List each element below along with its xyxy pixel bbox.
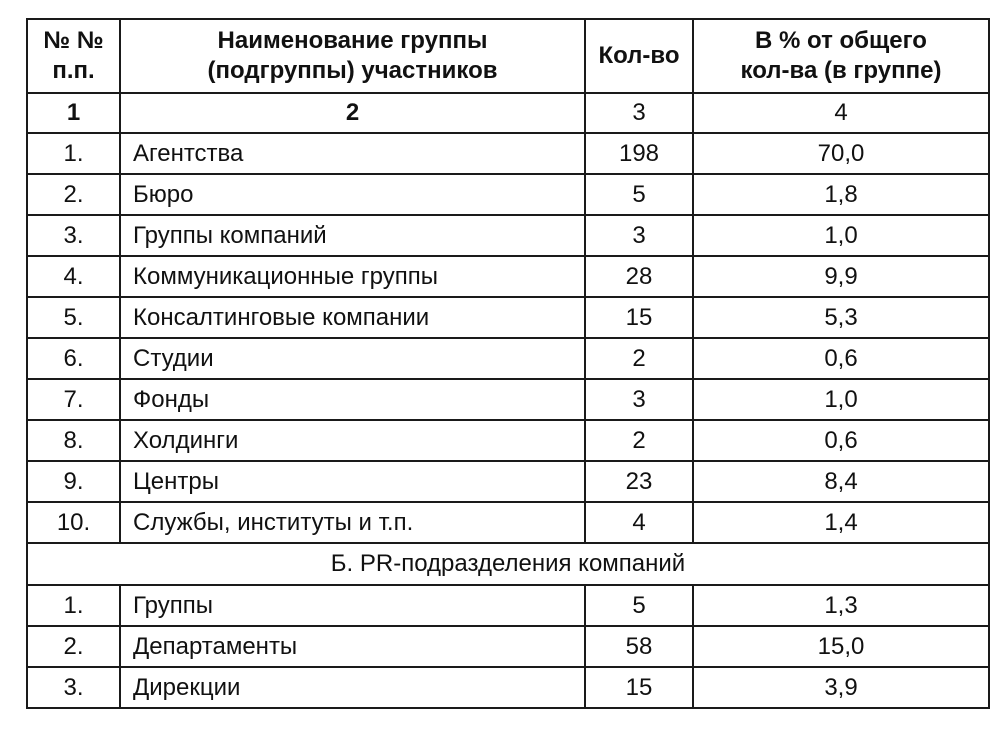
table-body	[27, 93, 989, 708]
row-number: 10.	[27, 502, 120, 543]
row-percent: 70,0	[693, 133, 989, 174]
row-name: Агентства	[120, 133, 585, 174]
row-name: Студии	[120, 338, 585, 379]
table-row	[27, 133, 989, 174]
column-index-3: 3	[585, 93, 693, 133]
row-name: Группы	[120, 585, 585, 626]
row-number: 4.	[27, 256, 120, 297]
row-name: Департаменты	[120, 626, 585, 667]
row-quantity: 5	[585, 174, 693, 215]
row-quantity: 28	[585, 256, 693, 297]
row-number: 7.	[27, 379, 120, 420]
header-number-line-1: № №	[43, 27, 104, 54]
row-number: 2.	[27, 626, 120, 667]
row-quantity: 198	[585, 133, 693, 174]
column-index-2: 2	[120, 93, 585, 133]
table-header	[27, 19, 989, 93]
column-index-4: 4	[693, 93, 989, 133]
table-row	[27, 667, 989, 708]
row-number: 8.	[27, 420, 120, 461]
row-percent: 8,4	[693, 461, 989, 502]
participants-table	[26, 18, 990, 709]
row-quantity: 15	[585, 667, 693, 708]
row-percent: 0,6	[693, 420, 989, 461]
row-name: Дирекции	[120, 667, 585, 708]
row-number: 9.	[27, 461, 120, 502]
table-row	[27, 420, 989, 461]
header-percent	[693, 19, 989, 93]
row-quantity: 15	[585, 297, 693, 338]
row-name: Коммуникационные группы	[120, 256, 585, 297]
row-percent: 1,0	[693, 215, 989, 256]
row-percent: 1,4	[693, 502, 989, 543]
row-number: 3.	[27, 215, 120, 256]
row-percent: 0,6	[693, 338, 989, 379]
row-percent: 5,3	[693, 297, 989, 338]
header-quantity	[585, 19, 693, 93]
row-number: 2.	[27, 174, 120, 215]
row-name: Фонды	[120, 379, 585, 420]
row-name: Центры	[120, 461, 585, 502]
row-quantity: 58	[585, 626, 693, 667]
row-percent: 9,9	[693, 256, 989, 297]
row-quantity: 23	[585, 461, 693, 502]
row-name: Бюро	[120, 174, 585, 215]
column-index-row	[27, 93, 989, 133]
row-name: Холдинги	[120, 420, 585, 461]
row-name: Службы, институты и т.п.	[120, 502, 585, 543]
table-row	[27, 626, 989, 667]
header-percent-line-2: кол-ва (в группе)	[740, 57, 942, 84]
table-row	[27, 256, 989, 297]
row-quantity: 2	[585, 338, 693, 379]
row-percent: 1,8	[693, 174, 989, 215]
table-row	[27, 461, 989, 502]
section-b-title: Б. PR-подразделения компаний	[27, 543, 989, 585]
table-row	[27, 297, 989, 338]
header-group-name-line-1: Наименование группы	[217, 27, 488, 54]
row-number: 5.	[27, 297, 120, 338]
table-row	[27, 338, 989, 379]
table-row	[27, 174, 989, 215]
header-number-line-2: п.п.	[52, 57, 95, 84]
table-row	[27, 379, 989, 420]
row-percent: 3,9	[693, 667, 989, 708]
table-row	[27, 585, 989, 626]
header-percent-line-1: В % от общего	[755, 27, 927, 54]
header-number	[27, 19, 120, 93]
row-quantity: 2	[585, 420, 693, 461]
section-b-row	[27, 543, 989, 585]
row-percent: 1,3	[693, 585, 989, 626]
row-name: Консалтинговые компании	[120, 297, 585, 338]
column-index-1: 1	[27, 93, 120, 133]
row-quantity: 3	[585, 379, 693, 420]
row-quantity: 5	[585, 585, 693, 626]
row-number: 1.	[27, 585, 120, 626]
row-percent: 1,0	[693, 379, 989, 420]
table-row	[27, 502, 989, 543]
header-group-name-line-2: (подгруппы) участников	[207, 57, 498, 84]
header-quantity-line-1: Кол-во	[598, 42, 680, 69]
row-percent: 15,0	[693, 626, 989, 667]
row-number: 1.	[27, 133, 120, 174]
row-number: 6.	[27, 338, 120, 379]
header-row	[27, 19, 989, 93]
row-number: 3.	[27, 667, 120, 708]
row-quantity: 4	[585, 502, 693, 543]
row-name: Группы компаний	[120, 215, 585, 256]
header-group-name	[120, 19, 585, 93]
row-quantity: 3	[585, 215, 693, 256]
table-row	[27, 215, 989, 256]
participants-table-container	[26, 18, 988, 709]
